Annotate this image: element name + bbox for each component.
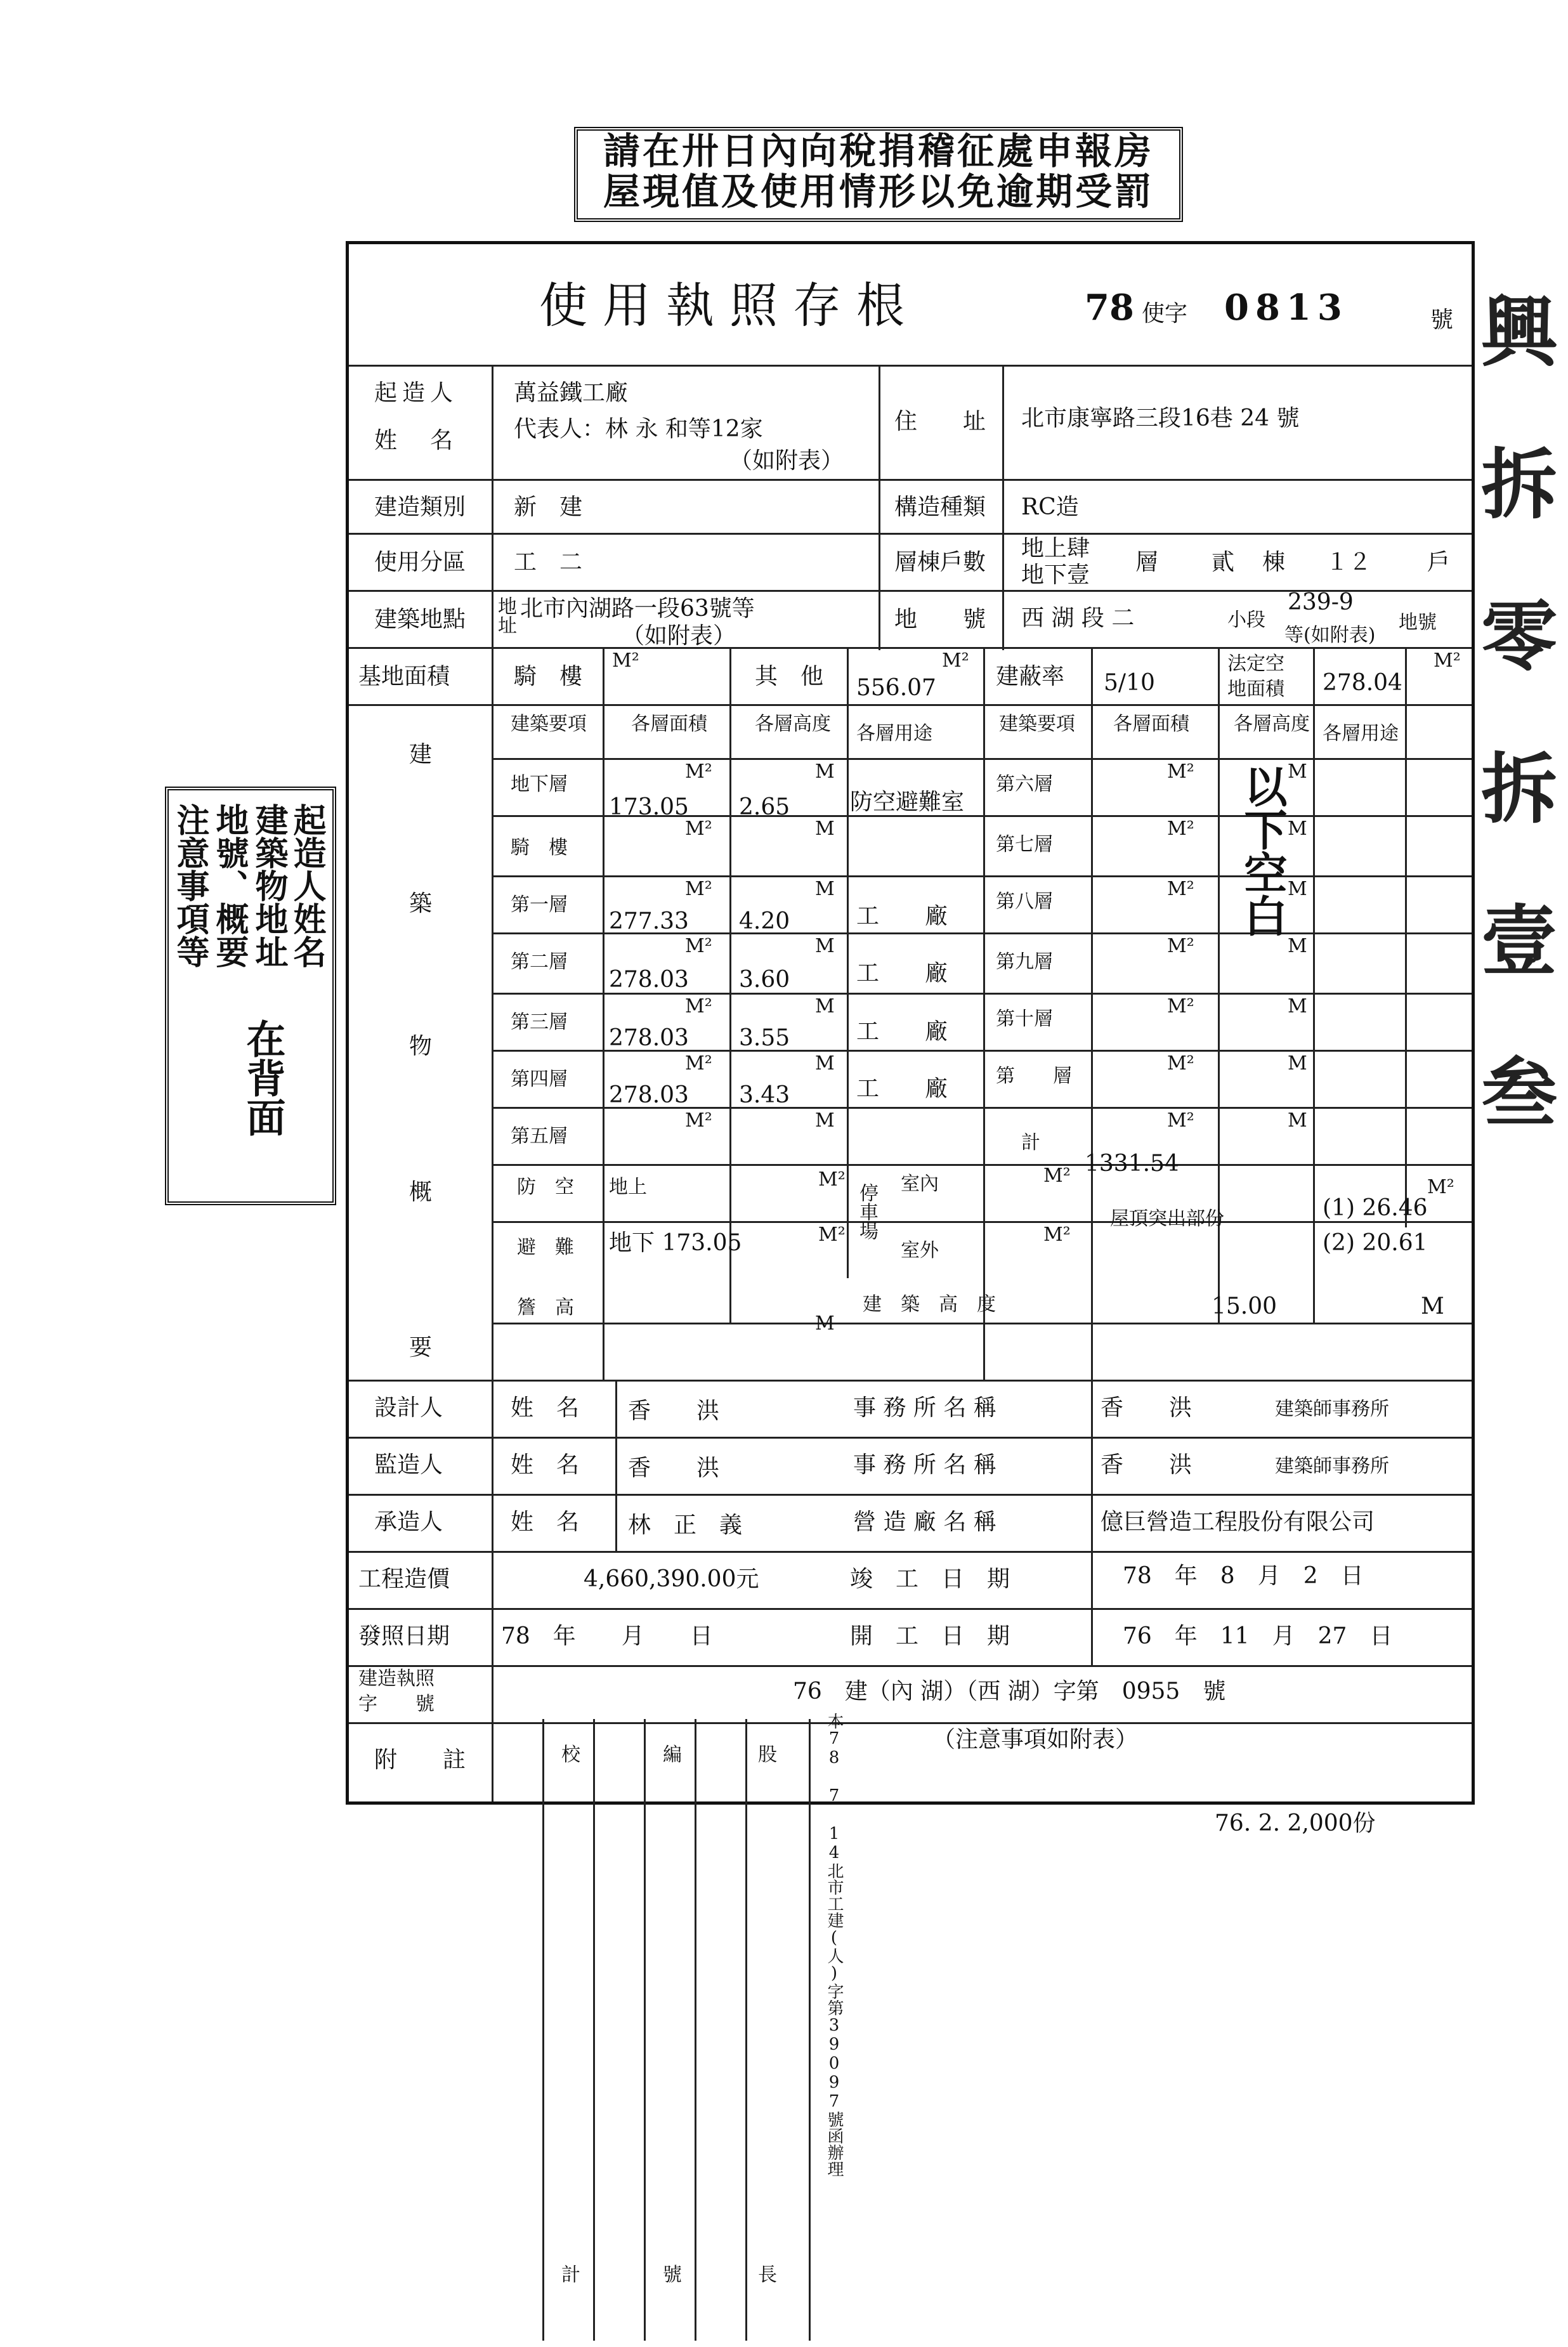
site-attach: （如附表） <box>622 623 736 649</box>
arcade-label: 騎 樓 <box>514 664 583 690</box>
supervisor-office-label: 事 務 所 名 稱 <box>853 1452 996 1478</box>
permit-stub-form <box>346 241 1475 1805</box>
unit-m2: M² <box>1043 1165 1071 1187</box>
designer-name: 香 洪 <box>628 1398 720 1424</box>
done-label: 竣 工 日 期 <box>850 1566 1010 1592</box>
unit-m2: M² <box>685 818 712 840</box>
print-info: 76. 2. 2,000份 <box>1215 1810 1376 1836</box>
unit-m: M <box>1288 761 1307 783</box>
col-area-right: 各層面積 <box>1113 713 1189 735</box>
roof-value-1: (1) 26.46 <box>1323 1195 1428 1221</box>
floor-use: 工 廠 <box>856 903 948 929</box>
shelter-label-1: 防 空 <box>517 1176 574 1198</box>
floors-label: 層棟戶數 <box>894 549 986 575</box>
floor-name: 第五層 <box>511 1125 568 1147</box>
permit-suffix: 號 <box>1430 307 1454 333</box>
floors-hu: 戶 <box>1427 549 1451 575</box>
note-section: 股 <box>758 1744 777 1766</box>
bldg-side-5: 要 <box>409 1335 433 1361</box>
floor-name: 第三層 <box>511 1011 568 1033</box>
unit-m2: M² <box>1167 878 1194 900</box>
contractor-firm-label: 營 造 廠 名 稱 <box>853 1509 996 1535</box>
floor-name-right: 第十層 <box>996 1008 1053 1030</box>
unit-m: M <box>1288 1109 1307 1132</box>
legal-label-2: 地面積 <box>1227 678 1284 700</box>
bldg-side-2: 築 <box>409 891 433 917</box>
col-use-left: 各層用途 <box>856 722 932 745</box>
unit-m2: M² <box>685 935 712 957</box>
unit-m2: M² <box>1167 935 1194 957</box>
unit-m2: M² <box>1427 1176 1454 1198</box>
roof-value-2: (2) 20.61 <box>1323 1230 1428 1256</box>
unit-m2: M² <box>685 761 712 783</box>
lot-sub: 小段 <box>1227 609 1265 631</box>
lot-suffix: 地號 <box>1399 611 1437 634</box>
coverage-value: 5/10 <box>1104 670 1155 696</box>
coverage-label: 建蔽率 <box>996 664 1065 690</box>
issue-label: 發照日期 <box>358 1623 450 1649</box>
form-title: 使用執照存根 <box>539 277 920 334</box>
notes-attention: （注意事項如附表） <box>932 1727 1139 1753</box>
floor-height: 2.65 <box>739 794 790 820</box>
lot-note: 等(如附表) <box>1284 624 1376 646</box>
note-stat: 計 <box>561 2264 580 2286</box>
permit-label-1: 建造執照 <box>358 1668 434 1690</box>
parking-label: 停車場 <box>856 1183 878 1240</box>
unit-m: M <box>1288 935 1307 957</box>
build-type-label: 建造類別 <box>374 494 466 520</box>
unit-m: M <box>815 995 835 1017</box>
designer-name-label: 姓 名 <box>511 1395 580 1421</box>
other-value: 556.07 <box>856 675 936 701</box>
site-label: 建築地點 <box>374 606 466 632</box>
floor-height: 3.43 <box>739 1082 790 1108</box>
side-notice-stamp <box>165 787 336 1205</box>
side-stamp-bottom: 在背面 <box>240 1019 286 1137</box>
build-type-value: 新 建 <box>514 494 583 520</box>
arcade-unit: M² <box>612 650 639 672</box>
unit-m: M <box>815 818 835 840</box>
shelter-label-2: 避 難 <box>517 1236 574 1258</box>
owner-attach: （如附表） <box>729 448 844 474</box>
floor-name: 第二層 <box>511 951 568 973</box>
permit-prefix: 使字 <box>1142 301 1188 327</box>
lot-section: 西 湖 段 二 <box>1021 605 1135 631</box>
floor-area: 278.03 <box>609 1025 689 1051</box>
unit-m2: M² <box>1167 761 1194 783</box>
unit-m: M <box>1288 1052 1307 1075</box>
issue-date: 78 年 月 日 <box>501 1623 713 1649</box>
address-label: 住 址 <box>894 409 986 435</box>
unit-m2: M² <box>1043 1224 1071 1246</box>
notes-grid <box>542 1719 815 2347</box>
unit-m: M <box>815 1312 835 1335</box>
floor-height: 3.55 <box>739 1025 790 1051</box>
cost-value: 4,660,390.00元 <box>584 1566 759 1592</box>
permit-number: 0813 <box>1224 287 1349 329</box>
unit-m2: M² <box>685 878 712 900</box>
unit-m2: M² <box>685 1052 712 1075</box>
roof-label: 屋頂突出部份 <box>1110 1208 1224 1230</box>
total-value: 1331.54 <box>1085 1151 1179 1177</box>
bldg-side-4: 概 <box>409 1179 433 1205</box>
col-item-left: 建築要項 <box>511 713 587 735</box>
floor-area: 277.33 <box>609 908 689 934</box>
permit-year: 78 <box>1085 287 1134 329</box>
floor-use: 防空避難室 <box>850 789 965 815</box>
floors-hu-count: １２ <box>1326 549 1372 575</box>
site-value: 北市內湖路一段63號等 <box>520 596 755 622</box>
floors-dong-count: 貳 <box>1212 549 1235 575</box>
floor-use: 工 廠 <box>856 1076 948 1102</box>
address-value: 北市康寧路三段16巷 24 號 <box>1021 405 1300 431</box>
height-value: 15.00 <box>1212 1293 1277 1319</box>
supervisor-label: 監造人 <box>374 1452 443 1478</box>
floor-name-right: 第 層 <box>996 1065 1072 1087</box>
floor-name: 地下層 <box>511 773 568 795</box>
col-item-right: 建築要項 <box>999 713 1075 735</box>
col-height-right: 各層高度 <box>1234 713 1310 735</box>
total-label: 計 <box>1021 1132 1040 1154</box>
done-date: 78 年 8 月 2 日 <box>1123 1563 1364 1589</box>
cost-label: 工程造價 <box>358 1566 450 1592</box>
permit-label-2: 字 號 <box>358 1693 434 1715</box>
area-label: 基地面積 <box>358 664 450 690</box>
unit-m2: M² <box>1167 1052 1194 1075</box>
unit-m: M <box>815 1052 835 1075</box>
side-stamp-col-4: 起造人姓名 <box>287 803 326 968</box>
col-area-left: 各層面積 <box>631 713 707 735</box>
floor-height: 3.60 <box>739 967 790 993</box>
floor-name: 第一層 <box>511 894 568 916</box>
floor-use: 工 廠 <box>856 960 948 986</box>
bldg-side-1: 建 <box>409 742 433 768</box>
note-chief: 長 <box>758 2264 777 2286</box>
lot-label: 地 號 <box>894 606 986 632</box>
note-edit: 編 <box>663 1744 682 1766</box>
unit-m2: M² <box>1167 1109 1194 1132</box>
parking-outdoor: 室外 <box>901 1239 939 1262</box>
unit-m2: M² <box>1167 818 1194 840</box>
unit-m: M <box>1288 878 1307 900</box>
contractor-name-label: 姓 名 <box>511 1509 580 1535</box>
structure-label: 構造種類 <box>894 494 986 520</box>
lot-number: 239-9 <box>1288 589 1354 615</box>
floor-area: 278.03 <box>609 1082 689 1108</box>
floor-name-right: 第八層 <box>996 891 1053 913</box>
start-date: 76 年 11 月 27 日 <box>1123 1623 1393 1649</box>
designer-label: 設計人 <box>374 1395 443 1421</box>
unit-m: M <box>815 761 835 783</box>
contractor-label: 承造人 <box>374 1509 443 1535</box>
eave-label: 簷 高 <box>517 1297 574 1319</box>
side-stamp-col-1: 注意事項等 <box>171 803 209 968</box>
floor-area: 278.03 <box>609 967 689 993</box>
designer-office: 香 洪 <box>1101 1395 1192 1421</box>
permit-value: 76 建（內 湖）（西 湖）字第 0955 號 <box>793 1678 1226 1704</box>
owner-representative: 代表人：林 永 和等12家 <box>514 416 763 442</box>
floors-dong: 棟 <box>1262 549 1286 575</box>
unit-m2: M² <box>818 1168 846 1191</box>
height-label: 建 築 高 度 <box>863 1293 996 1316</box>
floors-below: 地下壹 <box>1021 562 1090 588</box>
contractor-name: 林 正 義 <box>628 1512 743 1538</box>
shelter-below: 地下 173.05 <box>609 1230 742 1256</box>
floor-name: 第四層 <box>511 1068 568 1090</box>
designer-office-label: 事 務 所 名 稱 <box>853 1395 996 1421</box>
floor-height: 4.20 <box>739 908 790 934</box>
structure-value: RC造 <box>1021 494 1079 520</box>
supervisor-office-suffix: 建築師事務所 <box>1275 1455 1389 1477</box>
zoning-value: 工 二 <box>514 549 583 575</box>
unit-m2: M² <box>818 1224 846 1246</box>
floor-name-right: 第九層 <box>996 951 1053 973</box>
side-stamp-col-3: 建築物地址 <box>249 803 288 968</box>
col-height-left: 各層高度 <box>755 713 831 735</box>
note-check: 校 <box>561 1744 580 1766</box>
legal-label-1: 法定空 <box>1227 653 1284 675</box>
bldg-side-3: 物 <box>409 1033 433 1059</box>
other-unit: M² <box>942 650 969 672</box>
other-label: 其 他 <box>755 664 824 690</box>
legal-value: 278.04 <box>1323 670 1402 696</box>
floor-use: 工 廠 <box>856 1019 948 1045</box>
floor-name-right: 第七層 <box>996 834 1053 856</box>
notice-line-1: 請在卅日內向稅捐稽征處申報房 <box>603 129 1154 173</box>
start-label: 開 工 日 期 <box>850 1623 1010 1649</box>
top-notice-stamp <box>574 127 1183 222</box>
unit-m2: M² <box>685 995 712 1017</box>
notes-label: 附 註 <box>374 1747 466 1773</box>
designer-office-suffix: 建築師事務所 <box>1275 1398 1389 1420</box>
legal-unit: M² <box>1434 650 1461 672</box>
unit-m2: M² <box>1167 995 1194 1017</box>
unit-m: M <box>815 1109 835 1132</box>
unit-m: M <box>815 935 835 957</box>
notice-line-2: 屋現值及使用情形以免逾期受罰 <box>603 170 1154 213</box>
floor-name: 騎 樓 <box>511 837 568 859</box>
right-margin-writing: 興 拆 零 拆 壹 叁 <box>1468 292 1558 1129</box>
side-stamp-col-2: 地號、概要 <box>210 803 249 968</box>
zoning-label: 使用分區 <box>374 549 466 575</box>
floors-ceng: 層 <box>1135 549 1159 575</box>
owner-label-2: 姓 名 <box>374 428 459 454</box>
owner-company: 萬益鐵工廠 <box>514 380 629 406</box>
floors-above: 地上肆 <box>1021 535 1090 561</box>
blank-note: 以下空白 <box>1237 764 1288 937</box>
floor-name-right: 第六層 <box>996 773 1053 795</box>
contractor-firm: 億巨營造工程股份有限公司 <box>1101 1509 1375 1535</box>
site-prefix: 地址 <box>494 596 516 634</box>
approval-note: 本78 7 14北市工建(人)字第39097號函辦理 <box>825 1713 844 2177</box>
unit-m: M <box>815 878 835 900</box>
unit-m2: M² <box>685 1109 712 1132</box>
unit-m: M <box>1288 818 1307 840</box>
note-num: 號 <box>663 2264 682 2286</box>
floor-area: 173.05 <box>609 794 689 820</box>
col-use-right: 各層用途 <box>1323 722 1399 745</box>
owner-label-1: 起造人 <box>374 380 459 406</box>
shelter-above: 地上 <box>609 1176 647 1198</box>
supervisor-name-label: 姓 名 <box>511 1452 580 1478</box>
supervisor-name: 香 洪 <box>628 1455 720 1481</box>
unit-m: M <box>1288 995 1307 1017</box>
supervisor-office: 香 洪 <box>1101 1452 1192 1478</box>
unit-m: M <box>1421 1293 1444 1319</box>
parking-indoor: 室內 <box>901 1173 939 1195</box>
